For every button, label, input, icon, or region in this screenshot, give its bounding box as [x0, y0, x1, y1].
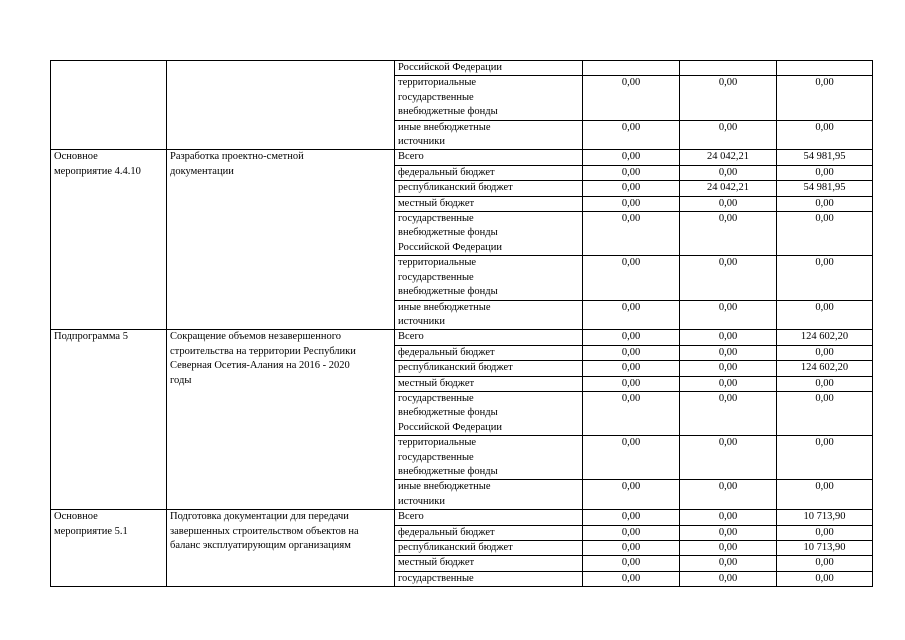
funding-source-cell: [395, 120, 583, 150]
amount-cell-year-2: 0,00: [680, 361, 777, 376]
funding-source-text: федеральный бюджет: [398, 166, 495, 178]
funding-source-text: местный бюджет: [398, 197, 475, 209]
measure-name-text: Сокращение объемов незавершенного строительства на территории Республики Северная Осетия-Алания на 2016 - 2020 годы: [170, 331, 356, 386]
amount-cell-year-3: 124 602,20: [777, 330, 873, 345]
amount-cell-year-2: 0,00: [680, 345, 777, 360]
amount-cell-year-3: 0,00: [777, 436, 873, 480]
funding-source-cell: [395, 525, 583, 540]
funding-source-text: государственные: [398, 572, 474, 584]
amount-cell-year-1: 0,00: [583, 345, 680, 360]
amount-cell-year-2: 24 042,21: [680, 181, 777, 196]
funding-source-text: иные внебюджетные источники: [398, 121, 491, 148]
amount-cell-year-2: 0,00: [680, 556, 777, 571]
amount-cell-year-1: 0,00: [583, 330, 680, 345]
amount-cell-year-1: 0,00: [583, 436, 680, 480]
funding-source-cell: [395, 212, 583, 256]
amount-cell-year-3: 0,00: [777, 345, 873, 360]
funding-source-cell: [395, 376, 583, 391]
funding-source-cell: [395, 61, 583, 76]
amount-cell-year-3: 0,00: [777, 571, 873, 586]
amount-cell-year-2: [680, 61, 777, 76]
measure-name-cell: [167, 510, 395, 587]
amount-cell-year-2: 0,00: [680, 436, 777, 480]
funding-source-cell: [395, 150, 583, 165]
amount-cell-year-2: 0,00: [680, 391, 777, 435]
amount-cell-year-3: 10 713,90: [777, 510, 873, 525]
amount-cell-year-1: 0,00: [583, 541, 680, 556]
amount-cell-year-1: 0,00: [583, 525, 680, 540]
funding-source-text: территориальные государственные внебюджетные фонды: [398, 257, 498, 298]
measure-name-cell: [167, 330, 395, 510]
amount-cell-year-2: 0,00: [680, 300, 777, 330]
amount-cell-year-3: 10 713,90: [777, 541, 873, 556]
amount-cell-year-1: 0,00: [583, 391, 680, 435]
amount-cell-year-3: 54 981,95: [777, 181, 873, 196]
amount-cell-year-1: 0,00: [583, 212, 680, 256]
amount-cell-year-3: 0,00: [777, 525, 873, 540]
amount-cell-year-2: 0,00: [680, 330, 777, 345]
funding-source-text: федеральный бюджет: [398, 346, 495, 358]
funding-source-text: республиканский бюджет: [398, 182, 513, 194]
funding-source-text: Российской Федерации: [398, 62, 502, 73]
amount-cell-year-3: 124 602,20: [777, 361, 873, 376]
funding-source-cell: [395, 391, 583, 435]
amount-cell-year-1: 0,00: [583, 376, 680, 391]
funding-source-text: государственные внебюджетные фонды Российской Федерации: [398, 213, 502, 253]
funding-source-cell: [395, 510, 583, 525]
measure-name-cell: [167, 150, 395, 330]
amount-cell-year-3: [777, 61, 873, 76]
measure-code-cell: [51, 510, 167, 587]
amount-cell-year-2: 0,00: [680, 376, 777, 391]
measure-code-text: Основное мероприятие 5.1: [54, 511, 128, 537]
funding-table-body: [51, 61, 873, 587]
amount-cell-year-2: 0,00: [680, 165, 777, 180]
amount-cell-year-2: 0,00: [680, 571, 777, 586]
amount-cell-year-2: 0,00: [680, 76, 777, 120]
amount-cell-year-1: 0,00: [583, 120, 680, 150]
amount-cell-year-3: 0,00: [777, 391, 873, 435]
amount-cell-year-2: 24 042,21: [680, 150, 777, 165]
funding-source-text: Всего: [398, 511, 424, 523]
amount-cell-year-1: 0,00: [583, 361, 680, 376]
funding-source-cell: [395, 330, 583, 345]
table-row: [51, 150, 873, 165]
funding-source-cell: [395, 345, 583, 360]
amount-cell-year-2: 0,00: [680, 256, 777, 300]
amount-cell-year-1: 0,00: [583, 571, 680, 586]
amount-cell-year-3: 0,00: [777, 300, 873, 330]
amount-cell-year-1: 0,00: [583, 300, 680, 330]
table-row: [51, 330, 873, 345]
amount-cell-year-2: 0,00: [680, 510, 777, 525]
measure-name-text: Разработка проектно-сметной документации: [170, 151, 304, 177]
funding-source-text: местный бюджет: [398, 377, 475, 389]
funding-source-cell: [395, 165, 583, 180]
amount-cell-year-1: 0,00: [583, 510, 680, 525]
funding-source-text: федеральный бюджет: [398, 526, 495, 538]
funding-source-text: Всего: [398, 151, 424, 163]
funding-source-cell: [395, 300, 583, 330]
amount-cell-year-3: 0,00: [777, 480, 873, 510]
measure-code-cell: [51, 330, 167, 510]
amount-cell-year-3: 0,00: [777, 120, 873, 150]
funding-source-cell: [395, 196, 583, 211]
amount-cell-year-2: 0,00: [680, 541, 777, 556]
funding-source-text: иные внебюджетные источники: [398, 481, 491, 507]
amount-cell-year-1: 0,00: [583, 256, 680, 300]
amount-cell-year-3: 0,00: [777, 196, 873, 211]
funding-source-cell: [395, 571, 583, 586]
funding-source-text: Всего: [398, 331, 424, 343]
funding-source-text: государственные внебюджетные фонды Российской Федерации: [398, 392, 502, 433]
amount-cell-year-2: 0,00: [680, 196, 777, 211]
amount-cell-year-2: 0,00: [680, 480, 777, 510]
table-row: [51, 510, 873, 525]
funding-source-cell: [395, 480, 583, 510]
measure-name-text: Подготовка документации для передачи завершенных строительством объектов на баланс эксплуатирующим организациям: [170, 511, 359, 551]
amount-cell-year-1: 0,00: [583, 480, 680, 510]
measure-code-text: Основное мероприятие 4.4.10: [54, 151, 141, 177]
amount-cell-year-3: 0,00: [777, 376, 873, 391]
funding-source-cell: [395, 361, 583, 376]
funding-source-text: местный бюджет: [398, 557, 475, 569]
amount-cell-year-1: 0,00: [583, 76, 680, 120]
amount-cell-year-1: 0,00: [583, 165, 680, 180]
funding-table: [50, 60, 873, 587]
amount-cell-year-3: 54 981,95: [777, 150, 873, 165]
funding-source-cell: [395, 181, 583, 196]
funding-source-text: республиканский бюджет: [398, 362, 513, 374]
amount-cell-year-1: 0,00: [583, 181, 680, 196]
funding-source-text: республиканский бюджет: [398, 542, 513, 553]
amount-cell-year-1: 0,00: [583, 556, 680, 571]
funding-source-cell: [395, 556, 583, 571]
funding-source-text: территориальные государственные внебюджетные фонды: [398, 77, 498, 118]
amount-cell-year-2: 0,00: [680, 525, 777, 540]
funding-source-text: территориальные государственные внебюджетные фонды: [398, 437, 498, 477]
amount-cell-year-3: 0,00: [777, 212, 873, 256]
funding-source-cell: [395, 76, 583, 120]
table-row: [51, 61, 873, 76]
amount-cell-year-3: 0,00: [777, 165, 873, 180]
amount-cell-year-1: 0,00: [583, 150, 680, 165]
amount-cell-year-3: 0,00: [777, 256, 873, 300]
amount-cell-year-1: [583, 61, 680, 76]
amount-cell-year-1: 0,00: [583, 196, 680, 211]
funding-source-text: иные внебюджетные источники: [398, 301, 491, 327]
amount-cell-year-2: 0,00: [680, 212, 777, 256]
funding-source-cell: [395, 436, 583, 480]
measure-code-text: Подпрограмма 5: [54, 331, 128, 343]
measure-name-cell: [167, 61, 395, 150]
funding-source-cell: [395, 256, 583, 300]
amount-cell-year-3: 0,00: [777, 556, 873, 571]
measure-code-cell: [51, 61, 167, 150]
funding-source-cell: [395, 541, 583, 556]
amount-cell-year-3: 0,00: [777, 76, 873, 120]
measure-code-cell: [51, 150, 167, 330]
amount-cell-year-2: 0,00: [680, 120, 777, 150]
